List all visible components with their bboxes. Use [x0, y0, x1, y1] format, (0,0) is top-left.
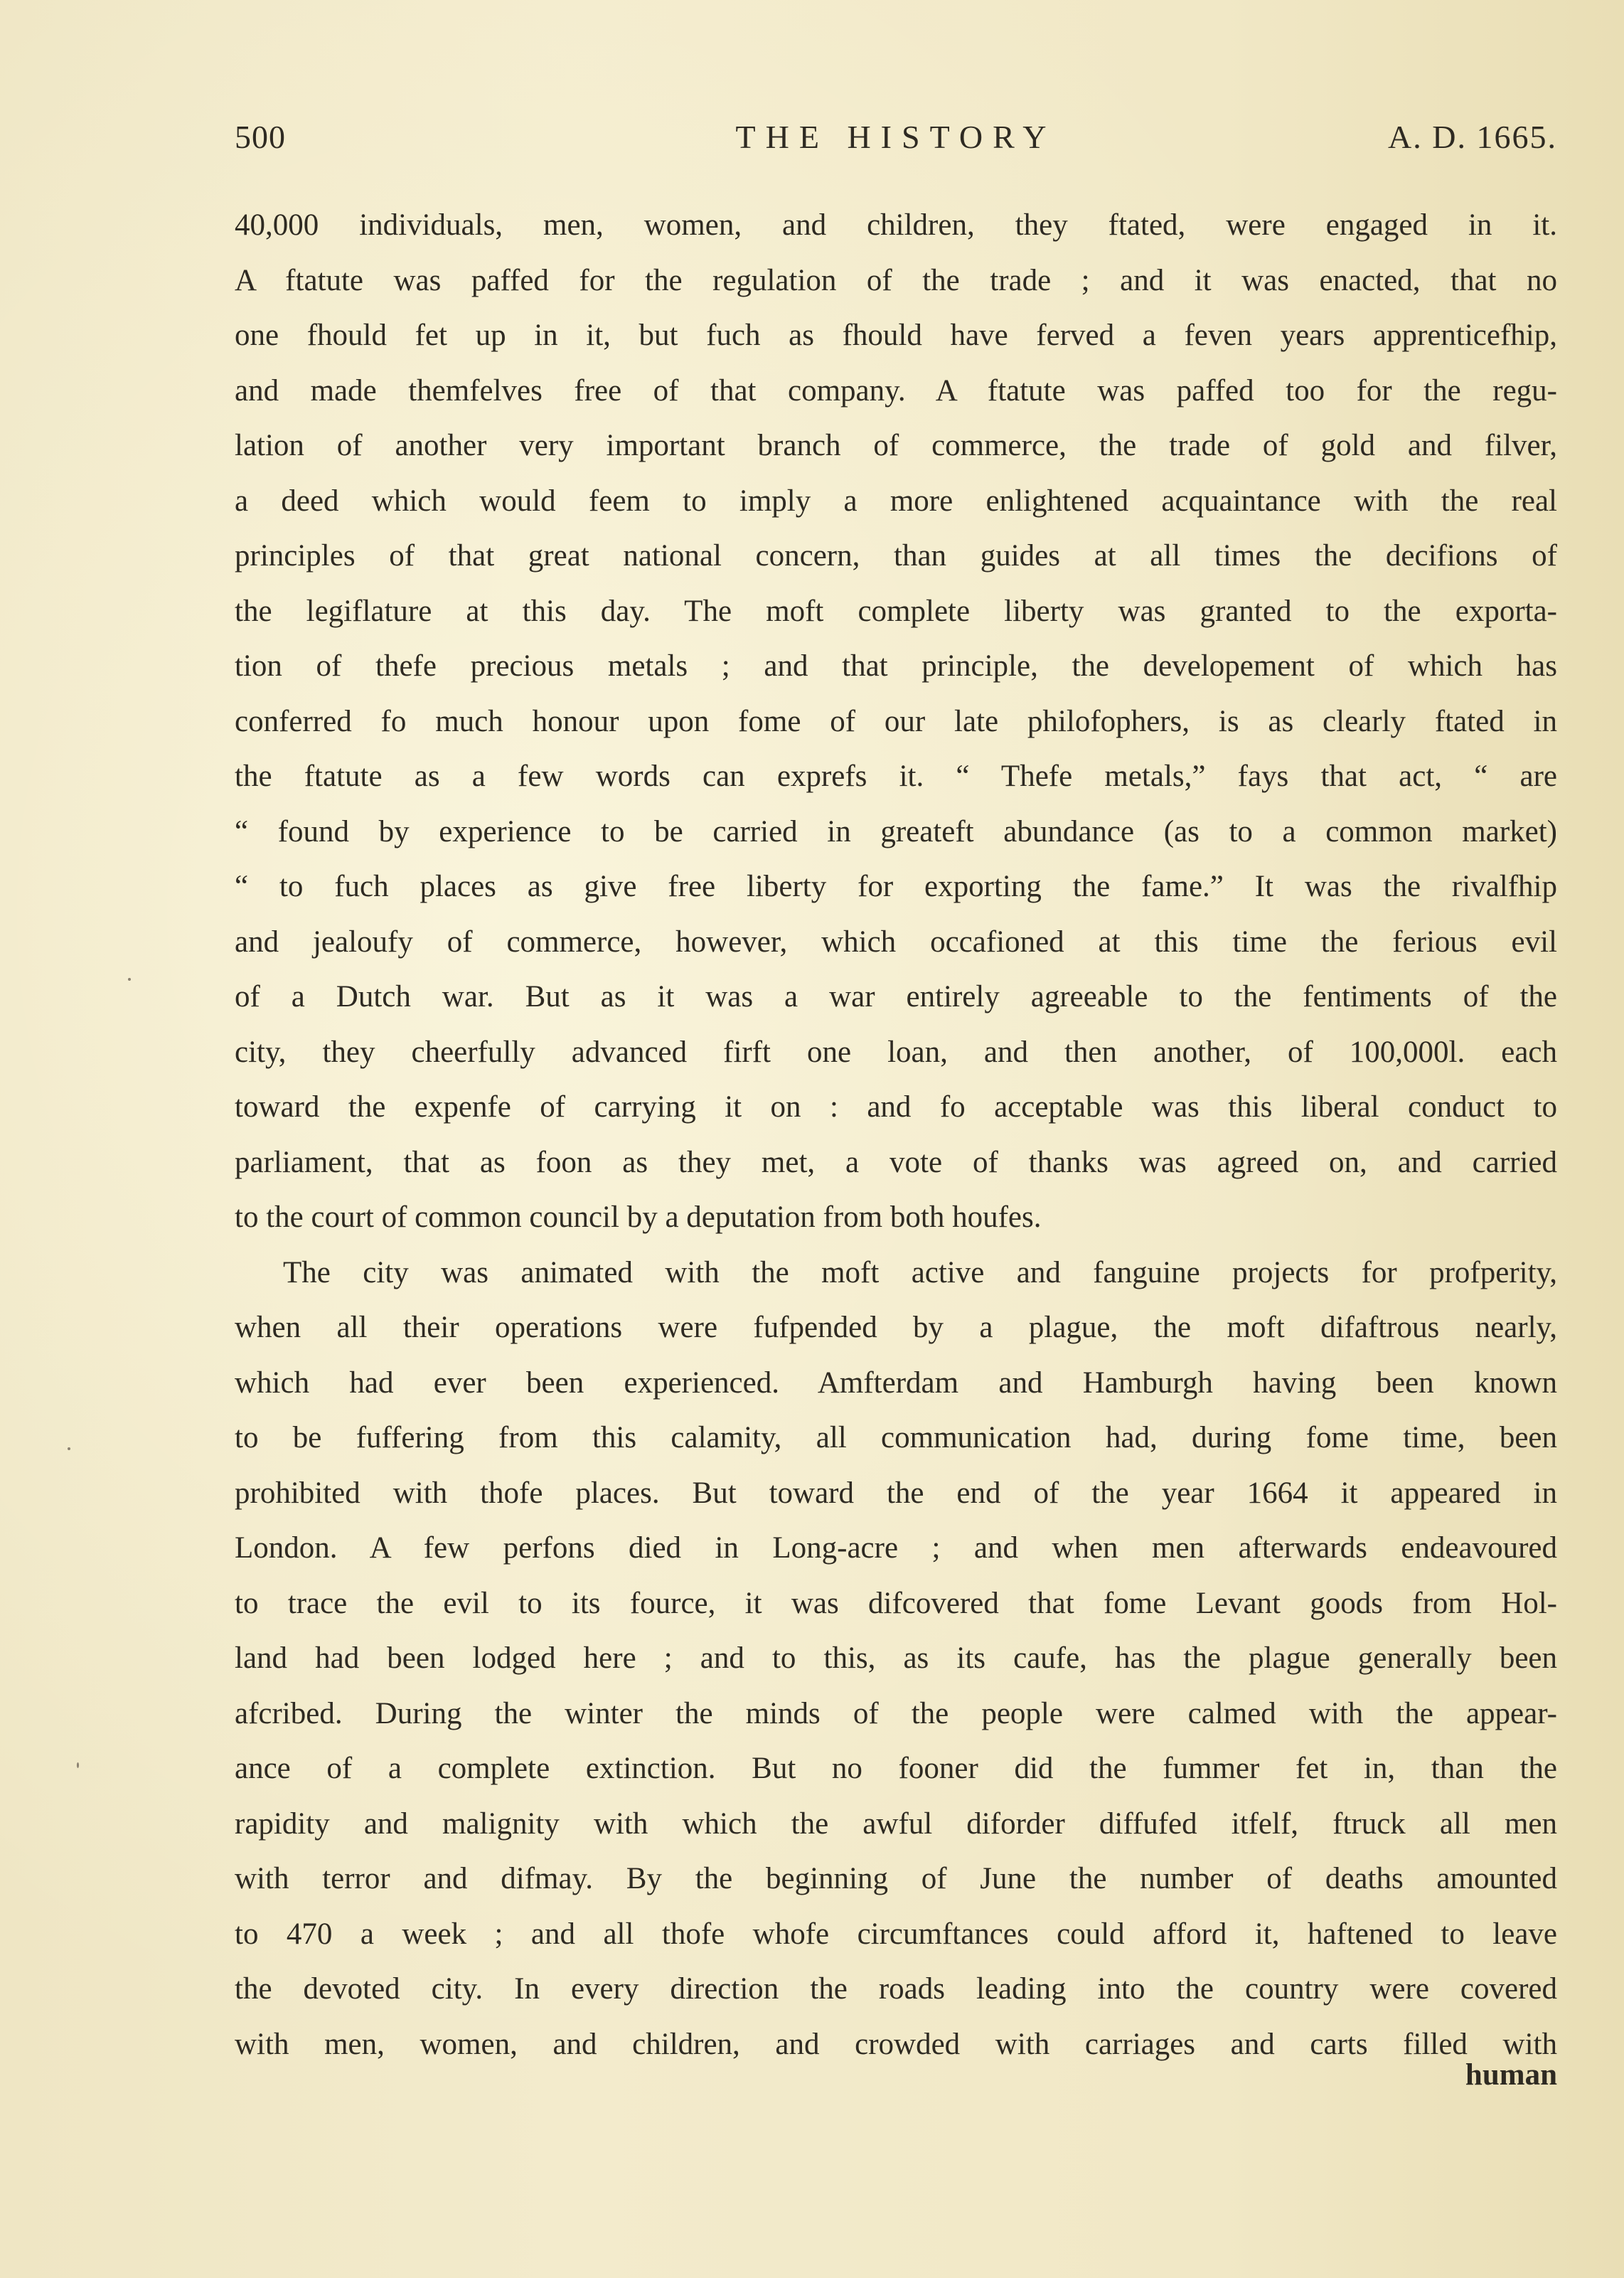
paper-speck: [68, 1447, 70, 1450]
text-line: 40,000 individuals, men, women, and children, they ftated, were engaged in it.: [235, 208, 1557, 242]
text-line: to 470 a week ; and all thofe whofe circumftances could afford it, haftened to leave: [235, 1917, 1557, 1951]
paper-speck: [128, 978, 131, 981]
text-line: the legiflature at this day. The moft complete liberty was granted to the exporta-: [235, 594, 1557, 628]
running-title: THE HISTORY: [735, 119, 1057, 155]
text-line: prohibited with thofe places. But toward the end of the year 1664 it appeared in: [235, 1476, 1557, 1510]
text-line: ance of a complete extinction. But no fooner did the fummer fet in, than the: [235, 1752, 1557, 1785]
text-line: to be fuffering from this calamity, all communication had, during fome time, been: [235, 1421, 1557, 1454]
paragraph-start-line: The city was animated with the moft active and fanguine projects for profperity,: [283, 1255, 1557, 1289]
text-line: when all their operations were fufpended by a plague, the moft difaftrous nearly,: [235, 1311, 1557, 1344]
running-head: [235, 118, 1557, 168]
text-line: tion of thefe precious metals ; and that principle, the developement of which has: [235, 649, 1557, 683]
text-line: A ftatute was paffed for the regulation of the trade ; and it was enacted, that no: [235, 263, 1557, 297]
text-line: and made themfelves free of that company. A ftatute was paffed too for the regu-: [235, 373, 1557, 408]
text-line: of a Dutch war. But as it was a war entirely agreeable to the fentiments of the: [235, 980, 1557, 1013]
text-line: “ found by experience to be carried in greateft abundance (as to a common market): [235, 814, 1557, 848]
text-line: a deed which would feem to imply a more enlightened acquaintance with the real: [235, 484, 1557, 518]
text-line: the ftatute as a few words can exprefs it. “ Thefe metals,” fays that act, “ are: [235, 760, 1557, 793]
text-line: principles of that great national concern, than guides at all times the decifions of: [235, 539, 1557, 573]
text-line: parliament, that as foon as they met, a vote of thanks was agreed on, and carried: [235, 1145, 1557, 1179]
paper-speck: [77, 1762, 79, 1768]
text-line: the devoted city. In every direction the roads leading into the country were covered: [235, 1972, 1557, 2006]
text-line: conferred fo much honour upon fome of our late philofophers, is as clearly ftated in: [235, 704, 1557, 738]
text-line: one fhould fet up in it, but fuch as fhould have ferved a feven years apprenticefhip,: [235, 319, 1557, 352]
text-line: London. A few perfons died in Long-acre ; and when men afterwards endeavoured: [235, 1531, 1557, 1565]
page-number: 500: [235, 119, 286, 155]
text-line: land had been lodged here ; and to this, as its caufe, has the plague generally been: [235, 1641, 1557, 1675]
running-date: A. D. 1665.: [1388, 119, 1557, 155]
catchword: human: [1465, 2058, 1557, 2092]
text-line: to trace the evil to its fource, it was difcovered that fome Levant goods from Hol-: [235, 1586, 1557, 1620]
text-line: and jealoufy of commerce, however, which occafioned at this time the ferious evil: [235, 925, 1557, 959]
text-line: city, they cheerfully advanced firft one loan, and then another, of 100,000l. each: [235, 1035, 1557, 1069]
text-line: afcribed. During the winter the minds of the people were calmed with the appear-: [235, 1696, 1557, 1730]
text-line: with terror and difmay. By the beginning of June the number of deaths amounted: [235, 1862, 1557, 1895]
text-line: which had ever been experienced. Amfterdam and Hamburgh having been known: [235, 1366, 1557, 1400]
paragraph-end-line: to the court of common council by a deputation from both houfes.: [235, 1201, 1042, 1234]
text-line: lation of another very important branch of commerce, the trade of gold and filver,: [235, 429, 1557, 462]
text-line: with men, women, and children, and crowded with carriages and carts filled with: [235, 2027, 1557, 2061]
text-line: rapidity and malignity with which the awful diforder diffufed itfelf, ftruck all men: [235, 1806, 1557, 1841]
body-text: [235, 198, 1557, 2072]
text-line: “ to fuch places as give free liberty for exporting the fame.” It was the rivalfhip: [235, 870, 1557, 903]
text-line: toward the expenfe of carrying it on : and fo acceptable was this liberal conduct to: [235, 1090, 1557, 1124]
